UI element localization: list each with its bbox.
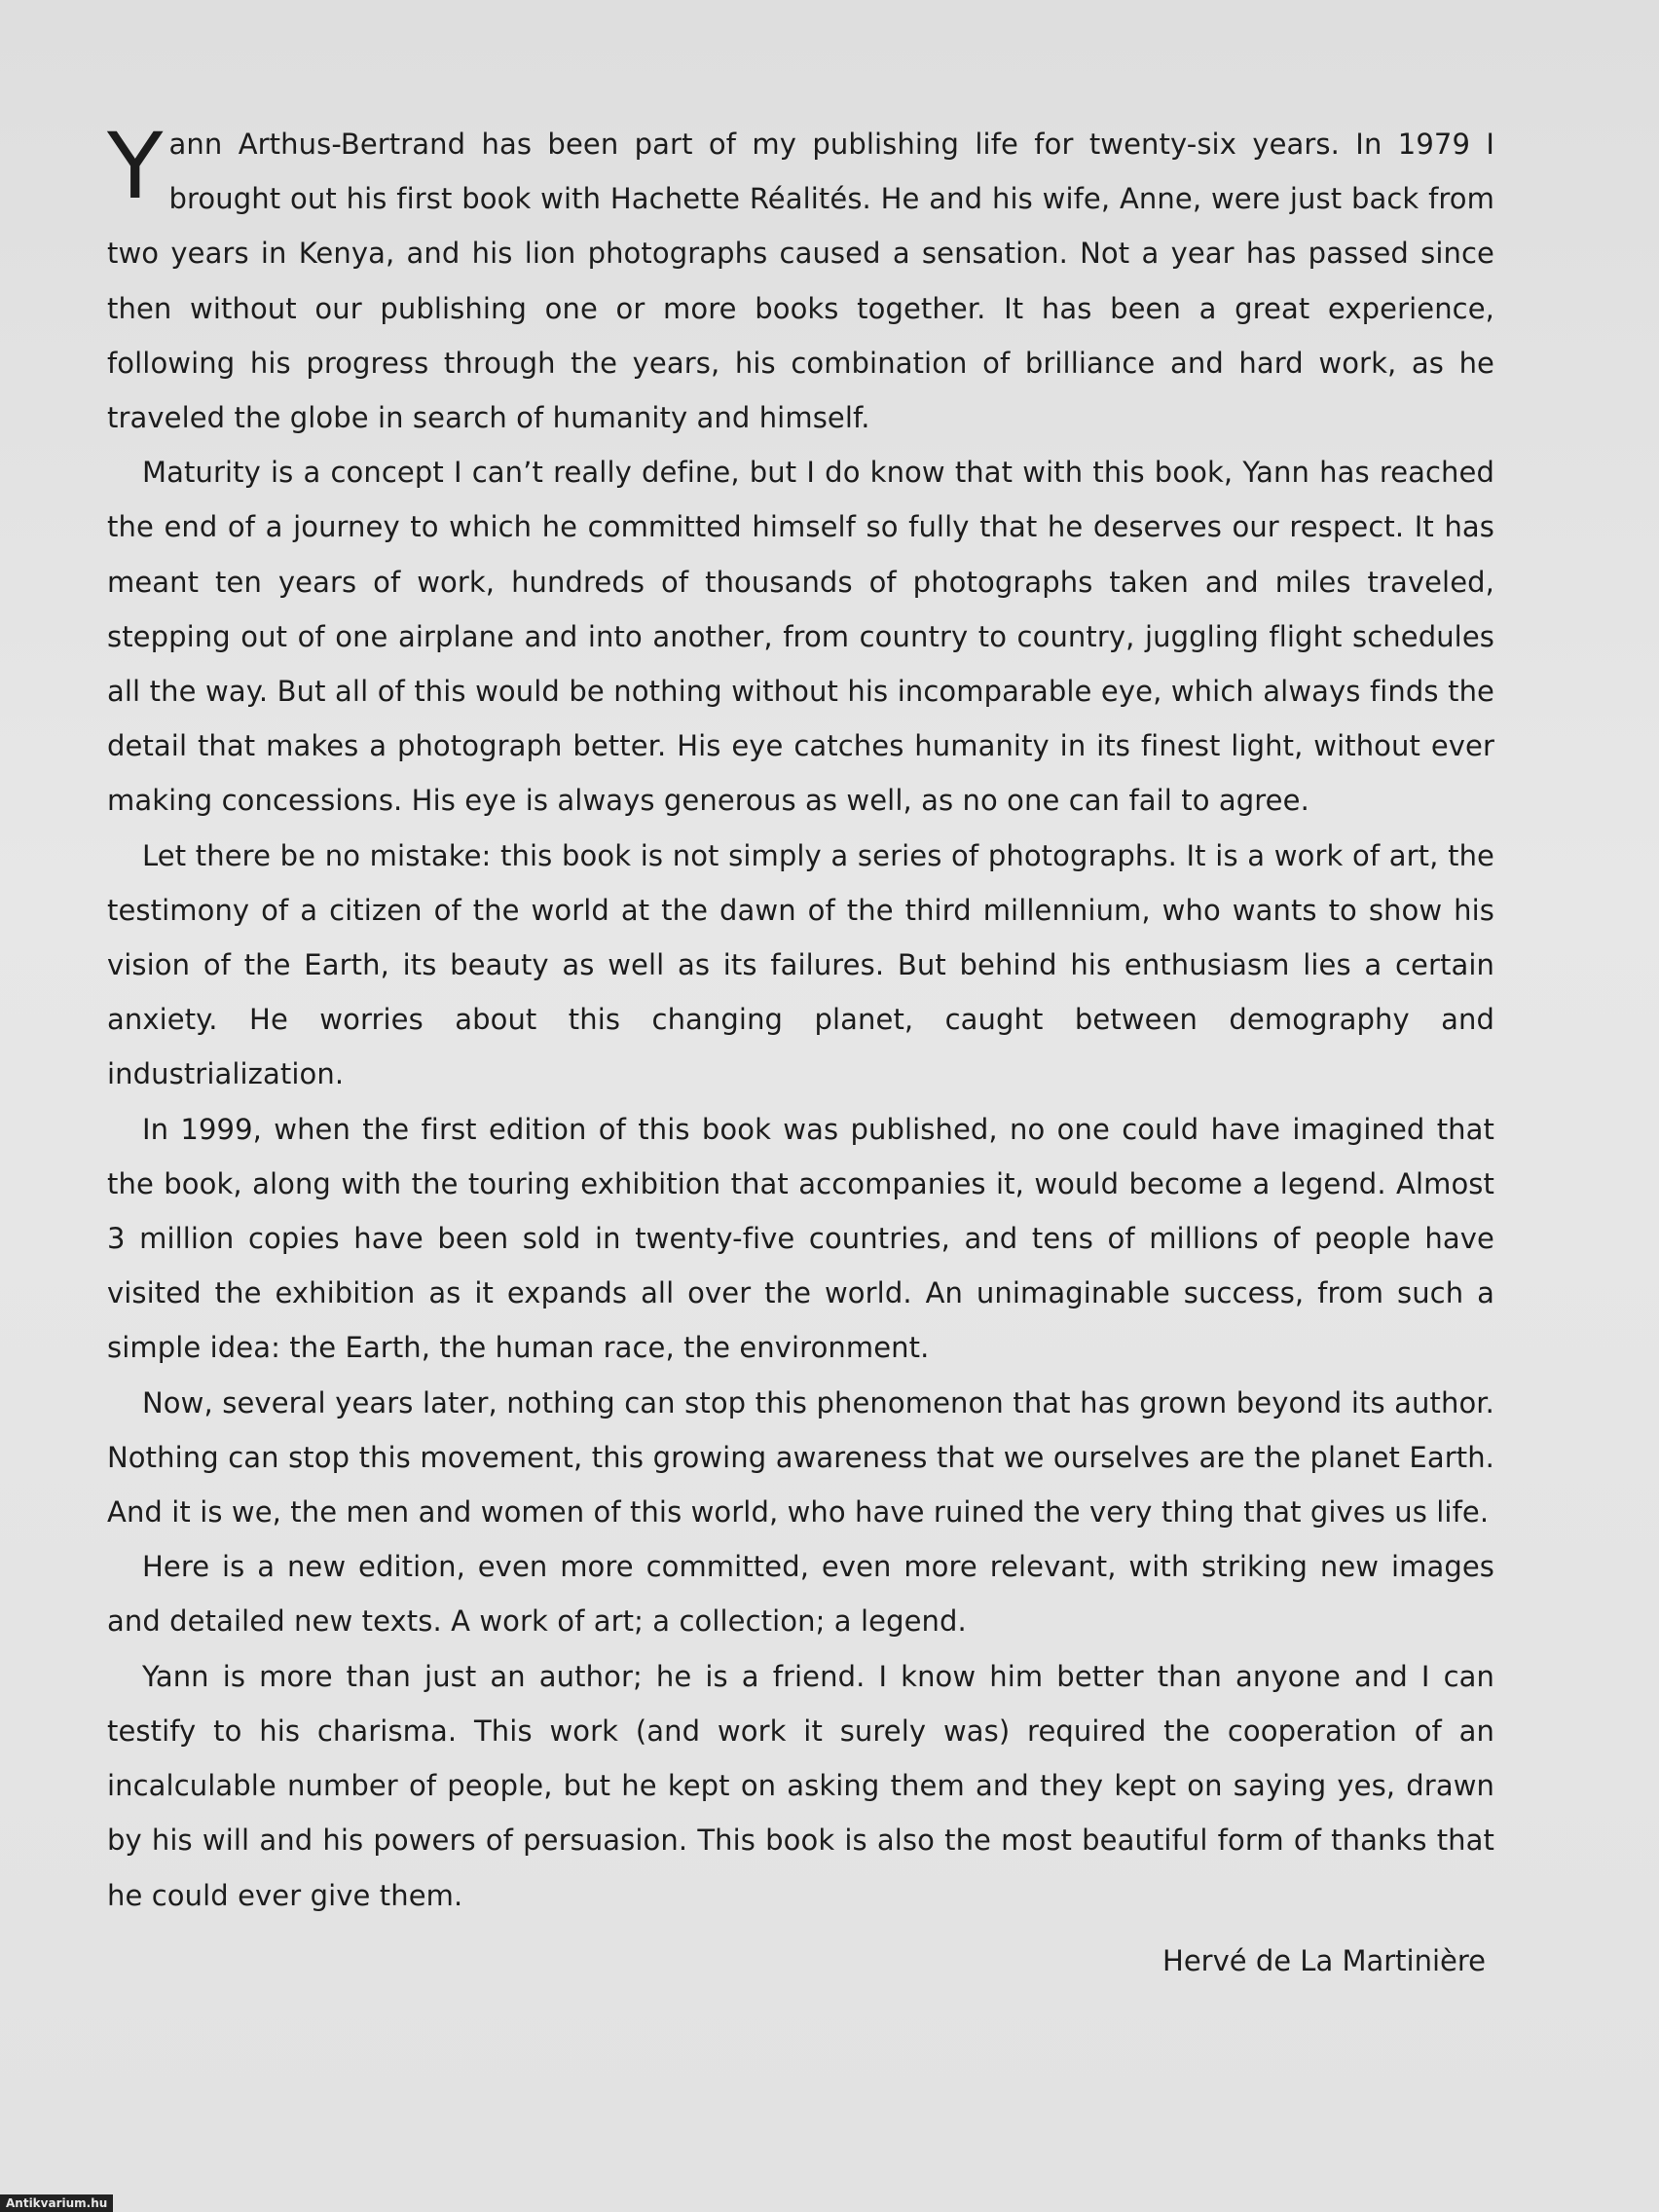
paragraph-2: Maturity is a concept I can’t really define, but I do know that with this book, Yann has reached the end of a journey to which he committed himself so fully that he deserves our respect. It has meant ten years of work, hundreds of thousands of photographs taken and miles traveled, stepping out of one airplane and into another, from country to country, juggling flight schedules all the way. But all of this would be nothing without his incomparable eye, which always finds the detail that makes a photograph better. His eye catches humanity in its finest light, without ever making concessions. His eye is always generous as well, as no one can fail to agree. <box>107 456 1494 818</box>
author-signature: Hervé de La Martinière <box>1162 1944 1486 1977</box>
document-body <box>107 114 1494 1923</box>
paragraph-4: In 1999, when the first edition of this book was published, no one could have imagined that the book, along with the touring exhibition that accompanies it, would become a legend. Almost 3 million copies have been sold in twenty-five countries, and tens of millions of people have visited the exhibition as it expands all over the world. An unimaginable success, from such a simple idea: the Earth, the human race, the environment. <box>107 1112 1494 1365</box>
paragraph-7: Yann is more than just an author; he is a friend. I know him better than anyone and I can testify to his charisma. This work (and work it surely was) required the cooperation of an incalculable number of people, but he kept on asking them and they kept on saying yes, drawn by his will and his powers of persuasion. This book is also the most beautiful form of thanks that he could ever give them. <box>107 1659 1494 1912</box>
paragraph-1 <box>107 114 1494 445</box>
paragraph-6: Here is a new edition, even more committed, even more relevant, with striking new images and detailed new texts. A work of art; a collection; a legend. <box>107 1550 1494 1639</box>
watermark-label: Antikvarium.hu <box>0 2194 113 2212</box>
paragraph-5: Now, several years later, nothing can stop this phenomenon that has grown beyond its author. Nothing can stop this movement, this growing awareness that we ourselves are the planet Earth. And it is we, the men and women of this world, who have ruined the very thing that gives us life. <box>107 1385 1494 1530</box>
paragraph-1-text: ann Arthus-Bertrand has been part of my publishing life for twenty-six years. In 1979 I brought out his first book with Hachette Réalités. He and his wife, Anne, were just back from two years in Kenya, and his lion photographs caused a sensation. Not a year has passed since then without our publishing one or more books together. It has been a great experience, following his progress through the years, his combination of brilliance and hard work, as he traveled the globe in search of humanity and himself. <box>107 128 1494 435</box>
drop-cap: Y <box>107 114 164 220</box>
paragraph-3: Let there be no mistake: this book is not simply a series of photographs. It is a work of art, the testimony of a citizen of the world at the dawn of the third millennium, who wants to show his vision of the Earth, its beauty as well as its failures. But behind his enthusiasm lies a certain anxiety. He worries about this changing planet, caught between demography and industrialization. <box>107 838 1494 1091</box>
